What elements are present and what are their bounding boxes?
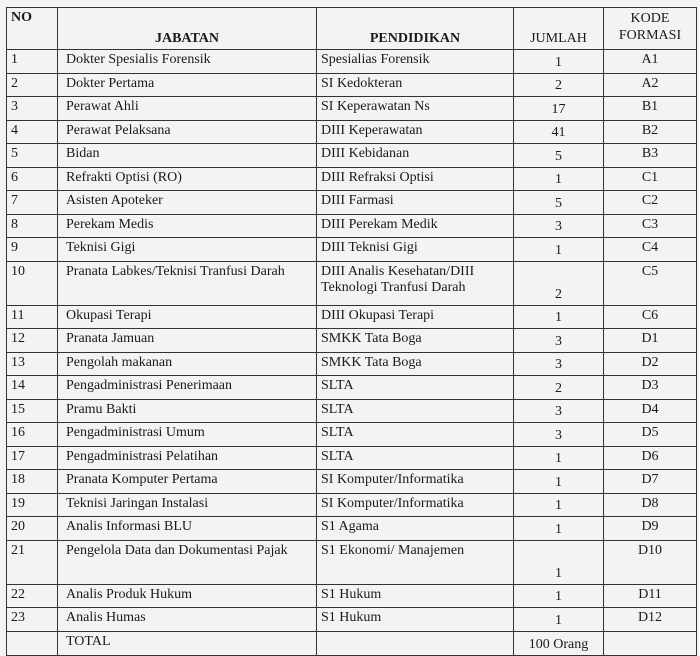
table-row xyxy=(7,50,697,74)
row-jabatan: Bidan xyxy=(58,144,317,168)
table-row xyxy=(7,191,697,215)
table-row xyxy=(7,376,697,400)
table-row xyxy=(7,399,697,423)
row-pendidikan: SMKK Tata Boga xyxy=(317,329,514,353)
row-jabatan: Pranata Komputer Pertama xyxy=(58,470,317,494)
row-kode-formasi: D5 xyxy=(604,423,697,447)
row-jabatan: Asisten Apoteker xyxy=(58,191,317,215)
table-row xyxy=(7,120,697,144)
row-pendidikan: DIII Okupasi Terapi xyxy=(317,305,514,329)
row-jabatan: Pranata Jamuan xyxy=(58,329,317,353)
row-kode-formasi: B1 xyxy=(604,97,697,121)
row-jumlah: 1 xyxy=(514,167,604,191)
row-jabatan: Analis Produk Hukum xyxy=(58,584,317,608)
row-no: 2 xyxy=(7,73,58,97)
row-jabatan: Analis Humas xyxy=(58,608,317,632)
row-pendidikan: DIII Teknisi Gigi xyxy=(317,238,514,262)
row-pendidikan: S1 Hukum xyxy=(317,608,514,632)
row-jumlah: 1 xyxy=(514,50,604,74)
row-jabatan: Perawat Pelaksana xyxy=(58,120,317,144)
row-no: 16 xyxy=(7,423,58,447)
row-kode-formasi: D2 xyxy=(604,352,697,376)
row-no: 5 xyxy=(7,144,58,168)
row-pendidikan: Spesialias Forensik xyxy=(317,50,514,74)
table-row xyxy=(7,540,697,584)
table-body xyxy=(7,50,697,632)
row-no: 13 xyxy=(7,352,58,376)
row-no: 17 xyxy=(7,446,58,470)
row-jabatan: Dokter Spesialis Forensik xyxy=(58,50,317,74)
total-row xyxy=(7,631,697,655)
row-jumlah: 41 xyxy=(514,120,604,144)
row-jabatan: Pranata Labkes/Teknisi Tranfusi Darah xyxy=(58,261,317,305)
row-jabatan: Pengadministrasi Penerimaan xyxy=(58,376,317,400)
row-jumlah: 2 xyxy=(514,73,604,97)
row-jabatan: Teknisi Gigi xyxy=(58,238,317,262)
total-empty-cell xyxy=(317,631,514,655)
row-jabatan: Dokter Pertama xyxy=(58,73,317,97)
row-jabatan: Okupasi Terapi xyxy=(58,305,317,329)
row-kode-formasi: D7 xyxy=(604,470,697,494)
row-pendidikan: DIII Keperawatan xyxy=(317,120,514,144)
row-no: 10 xyxy=(7,261,58,305)
row-pendidikan: S1 Ekonomi/ Manajemen xyxy=(317,540,514,584)
row-no: 8 xyxy=(7,214,58,238)
row-no: 15 xyxy=(7,399,58,423)
row-kode-formasi: D6 xyxy=(604,446,697,470)
table-row xyxy=(7,167,697,191)
row-kode-formasi: D1 xyxy=(604,329,697,353)
table-row xyxy=(7,73,697,97)
row-jumlah: 2 xyxy=(514,376,604,400)
row-jabatan: Pengadministrasi Pelatihan xyxy=(58,446,317,470)
formasi-table xyxy=(6,7,697,656)
row-no: 7 xyxy=(7,191,58,215)
row-jumlah: 1 xyxy=(514,584,604,608)
row-no: 23 xyxy=(7,608,58,632)
row-jabatan: Analis Informasi BLU xyxy=(58,517,317,541)
header-no: NO xyxy=(7,8,58,50)
row-pendidikan: SLTA xyxy=(317,399,514,423)
row-pendidikan: DIII Kebidanan xyxy=(317,144,514,168)
header-kode-line1: KODE xyxy=(630,11,670,26)
table-row xyxy=(7,214,697,238)
row-no: 20 xyxy=(7,517,58,541)
row-no: 11 xyxy=(7,305,58,329)
row-pendidikan: SI Kedokteran xyxy=(317,73,514,97)
row-no: 4 xyxy=(7,120,58,144)
table-row xyxy=(7,470,697,494)
row-pendidikan: SLTA xyxy=(317,423,514,447)
row-jabatan: Teknisi Jaringan Instalasi xyxy=(58,493,317,517)
row-jumlah: 3 xyxy=(514,214,604,238)
row-no: 21 xyxy=(7,540,58,584)
table-row xyxy=(7,584,697,608)
row-jabatan: Perekam Medis xyxy=(58,214,317,238)
row-kode-formasi: B2 xyxy=(604,120,697,144)
row-kode-formasi: D10 xyxy=(604,540,697,584)
table-row xyxy=(7,97,697,121)
row-jumlah: 1 xyxy=(514,238,604,262)
table-row xyxy=(7,608,697,632)
row-kode-formasi: C4 xyxy=(604,238,697,262)
row-no: 9 xyxy=(7,238,58,262)
row-jumlah: 5 xyxy=(514,144,604,168)
row-kode-formasi: D8 xyxy=(604,493,697,517)
table-row xyxy=(7,352,697,376)
total-value: 100 Orang xyxy=(514,631,604,655)
row-kode-formasi: D4 xyxy=(604,399,697,423)
row-jumlah: 1 xyxy=(514,305,604,329)
row-pendidikan: DIII Analis Kesehatan/DIII Teknologi Tranfusi Darah xyxy=(317,261,514,305)
header-jumlah: JUMLAH xyxy=(514,8,604,50)
row-kode-formasi: C5 xyxy=(604,261,697,305)
table-row xyxy=(7,517,697,541)
row-jabatan: Pengelola Data dan Dokumentasi Pajak xyxy=(58,540,317,584)
row-jumlah: 3 xyxy=(514,399,604,423)
row-jumlah: 1 xyxy=(514,540,604,584)
table-row xyxy=(7,238,697,262)
table-row xyxy=(7,261,697,305)
row-pendidikan: S1 Agama xyxy=(317,517,514,541)
table-row xyxy=(7,423,697,447)
total-no-cell xyxy=(7,631,58,655)
row-pendidikan: SI Komputer/Informatika xyxy=(317,470,514,494)
row-no: 22 xyxy=(7,584,58,608)
row-jumlah: 17 xyxy=(514,97,604,121)
row-kode-formasi: B3 xyxy=(604,144,697,168)
row-no: 1 xyxy=(7,50,58,74)
row-no: 12 xyxy=(7,329,58,353)
row-jumlah: 1 xyxy=(514,493,604,517)
row-kode-formasi: C3 xyxy=(604,214,697,238)
row-kode-formasi: A2 xyxy=(604,73,697,97)
row-jumlah: 3 xyxy=(514,352,604,376)
table-row xyxy=(7,144,697,168)
row-kode-formasi: D9 xyxy=(604,517,697,541)
header-jabatan: JABATAN xyxy=(58,8,317,50)
row-jumlah: 1 xyxy=(514,470,604,494)
row-no: 14 xyxy=(7,376,58,400)
row-jabatan: Perawat Ahli xyxy=(58,97,317,121)
total-kode-cell xyxy=(604,631,697,655)
row-no: 18 xyxy=(7,470,58,494)
row-no: 6 xyxy=(7,167,58,191)
row-jabatan: Refrakti Optisi (RO) xyxy=(58,167,317,191)
row-kode-formasi: D11 xyxy=(604,584,697,608)
row-jumlah: 5 xyxy=(514,191,604,215)
row-jumlah: 3 xyxy=(514,329,604,353)
row-pendidikan: DIII Farmasi xyxy=(317,191,514,215)
row-jabatan: Pengadministrasi Umum xyxy=(58,423,317,447)
row-kode-formasi: A1 xyxy=(604,50,697,74)
header-row xyxy=(7,8,697,50)
header-kode-formasi xyxy=(604,8,697,50)
row-no: 3 xyxy=(7,97,58,121)
row-pendidikan: SLTA xyxy=(317,376,514,400)
row-kode-formasi: D12 xyxy=(604,608,697,632)
row-jumlah: 1 xyxy=(514,446,604,470)
row-pendidikan: SLTA xyxy=(317,446,514,470)
table-row xyxy=(7,446,697,470)
row-kode-formasi: C1 xyxy=(604,167,697,191)
row-jumlah: 1 xyxy=(514,608,604,632)
row-no: 19 xyxy=(7,493,58,517)
row-kode-formasi: D3 xyxy=(604,376,697,400)
row-jumlah: 3 xyxy=(514,423,604,447)
row-pendidikan: SI Komputer/Informatika xyxy=(317,493,514,517)
row-jabatan: Pengolah makanan xyxy=(58,352,317,376)
row-jumlah: 2 xyxy=(514,261,604,305)
header-pendidikan: PENDIDIKAN xyxy=(317,8,514,50)
table-row xyxy=(7,493,697,517)
table-row xyxy=(7,329,697,353)
row-pendidikan: SI Keperawatan Ns xyxy=(317,97,514,121)
row-jumlah: 1 xyxy=(514,517,604,541)
row-pendidikan: SMKK Tata Boga xyxy=(317,352,514,376)
row-kode-formasi: C6 xyxy=(604,305,697,329)
row-pendidikan: DIII Perekam Medik xyxy=(317,214,514,238)
row-kode-formasi: C2 xyxy=(604,191,697,215)
header-kode-line2: FORMASI xyxy=(618,28,682,43)
row-pendidikan: DIII Refraksi Optisi xyxy=(317,167,514,191)
row-jabatan: Pramu Bakti xyxy=(58,399,317,423)
total-label: TOTAL xyxy=(58,631,317,655)
table-row xyxy=(7,305,697,329)
row-pendidikan: S1 Hukum xyxy=(317,584,514,608)
